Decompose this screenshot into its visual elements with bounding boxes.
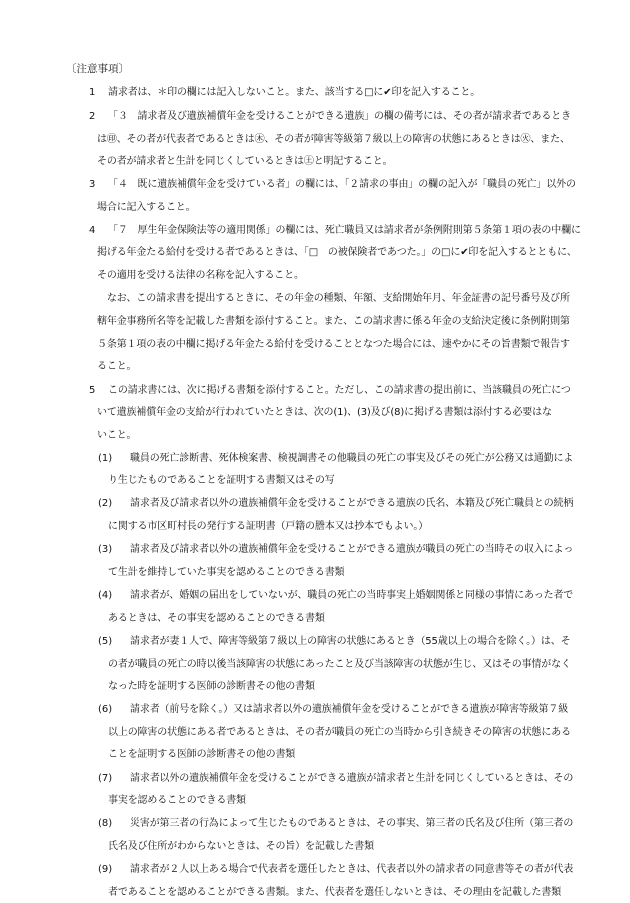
subitem-line: 者であることを認めることができる書類。また、代表者を選任しないときは、その理由を記載した書類 [108,887,562,898]
subitem-line: 氏名及び住所がわからないときは、その旨）を記載した書類 [108,841,374,852]
item-line: 「３ 請求者及び遺族補償年金を受けることができる遺族」の欄の備考には、その者が請求者であるとき [108,111,571,122]
subitem-number: (4) [98,590,113,601]
item-line: 轄年金事務所名等を記載した書類を添付すること。また、この請求書に係る年金の支給決定後に条例附則第 [97,316,570,327]
subitem-line: 請求者及び請求者以外の遺族補償年金を受けることができる遺族の氏名、本籍及び死亡職員との続柄 [130,498,574,509]
subitem-number: (3) [98,544,113,555]
item-line: は㊞、その者が代表者であるときは㊍、その者が障害等級第７級以上の障害の状態にあるときは㊋、また、 [97,134,570,145]
item-line: 請求者は、＊印の欄には記入しないこと。また、該当する□に✔印を記入すること。 [108,87,481,98]
subitem-number: (8) [98,818,113,829]
subitem-line: ことを証明する医師の診断書その他の書類 [108,749,296,760]
notes-heading: 〔注意事項〕 [66,63,129,75]
item-line: その適用を受ける法律の名称を記入すること。 [97,270,304,281]
subitem-number: (5) [98,636,113,647]
subitem-line: 職員の死亡診断書、死体検案書、検視調書その他職員の死亡の事実及びその死亡が公務又は通勤によ [130,453,574,464]
subitem-line: に関する市区町村長の発行する証明書（戸籍の謄本又は抄本でもよい。） [108,521,429,532]
subitem-line: り生じたものであることを証明する書類又はその写 [108,475,335,486]
item-number: 4 [89,225,96,236]
subitem-line: 請求者が２人以上ある場合で代表者を選任したときは、代表者以外の請求者の同意書等その者が代表 [130,864,574,875]
item-number: 1 [89,87,96,98]
subitem-line: 以上の障害の状態にある者であるときは、その者が職員の死亡の当時から引き続きその障害の状態にある [108,727,571,738]
subitem-line: あるときは、その事実を認めることのできる書類 [108,613,325,624]
subitem-number: (7) [98,773,113,784]
subitem-line: なった時を証明する医師の診断書その他の書類 [108,681,315,692]
subitem-line: 請求者及び請求者以外の遺族補償年金を受けることができる遺族が職員の死亡の当時その収入によっ [130,544,574,555]
subitem-number: (6) [98,704,113,715]
subitem-line: の者が職員の死亡の時以後当該障害の状態にあったこと及び当該障害の状態が生じ、又はその事情がなく [108,659,571,670]
item-line: なお、この請求書を提出するときに、その年金の種類、年額、支給開始年月、年金証書の記号番号及び所 [97,293,570,304]
item-line: 掲げる年金たる給付を受ける者であるときは、「□ の被保険者であつた。」の□に✔印を記入するとともに、 [97,247,577,258]
item-line: いて遺族補償年金の支給が行われていたときは、次の(1)、(3)及び(8)に掲げる書類は添付する必要はな [97,407,552,418]
item-line: この請求書には、次に掲げる書類を添付すること。ただし、この請求書の提出前に、当該職員の死亡につ [108,385,571,396]
subitem-line: 請求者が、婚姻の届出をしていないが、職員の死亡の当時事実上婚姻関係と同様の事情にあった者で [130,590,574,601]
subitem-line: 災害が第三者の行為によって生じたものであるときは、その事実、第三者の氏名及び住所（第三者の [130,818,574,829]
item-line: その者が請求者と生計を同じくしているときは㊏と明記すること。 [97,156,393,167]
subitem-number: (9) [98,864,113,875]
item-number: 2 [89,111,96,122]
item-line: いこと。 [97,430,137,441]
item-number: 3 [89,179,96,190]
item-line: ５条第１項の表の中欄に掲げる年金たる給付を受けることとなつた場合には、速やかにその旨書類で報告す [97,339,570,350]
item-line: ること。 [97,361,137,372]
subitem-line: 請求者以外の遺族補償年金を受けることができる遺族が請求者と生計を同じくしているときは、その [130,773,574,784]
subitem-line: 請求者（前号を除く。）又は請求者以外の遺族補償年金を受けることができる遺族が障害等級第７級 [130,704,569,715]
item-line: 場合に記入すること。 [97,202,196,213]
subitem-line: 請求者が妻１人で、障害等級第７級以上の障害の状態にあるとき（55歳以上の場合を除く。）は、そ [130,636,571,647]
subitem-number: (2) [98,498,113,509]
item-line: 「７ 厚生年金保険法等の適用関係」の欄には、死亡職員又は請求者が条例附則第５条第１項の表の中欄に [108,225,581,236]
subitem-line: て生計を維持していた事実を認めることのできる書類 [108,567,345,578]
subitem-number: (1) [98,453,113,464]
item-number: 5 [89,385,96,396]
subitem-line: 事実を認めることのできる書類 [108,795,246,806]
item-line: 「４ 既に遺族補償年金を受けている者」の欄には、「２請求の事由」の欄の記入が「職員の死亡」以外の [108,179,576,190]
